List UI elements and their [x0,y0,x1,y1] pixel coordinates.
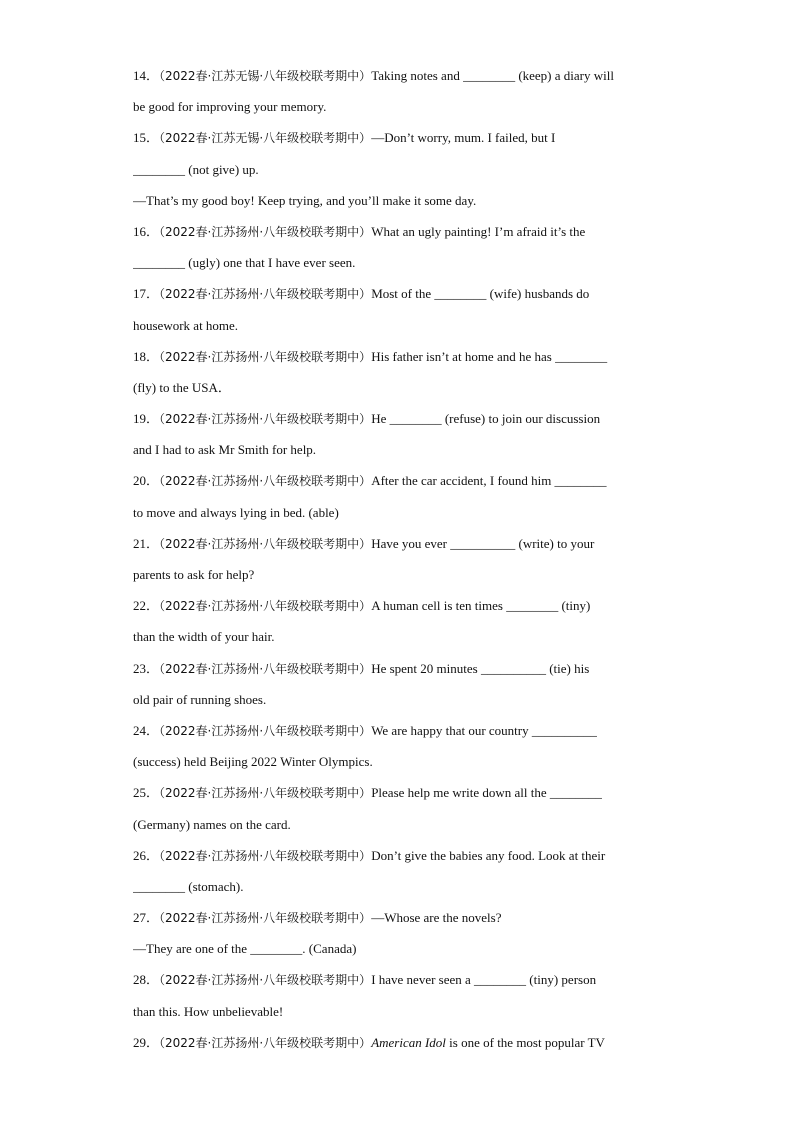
question-text: American Idol [371,1034,446,1050]
question-line [133,590,663,621]
question-number: 21． [133,535,160,551]
question-text: (success) held Beijing 2022 Winter Olympics. [133,754,373,770]
question-continuation-line [133,372,663,403]
question-text: His father isn’t at home and he has ________ [371,348,608,364]
question-text: housework at home. [133,317,239,333]
question-text: Please help me write down all the ________ [371,785,602,801]
question-continuation-line [133,91,663,122]
question-continuation-line [133,154,663,185]
question-number: 27． [133,910,160,926]
question-source: （2022春·江苏扬州·八年级校联考期中） [159,723,372,738]
question-text: A human cell is ten times ________ (tiny) [371,598,591,614]
question-source: （2022春·江苏扬州·八年级校联考期中） [159,536,372,551]
worksheet-page [133,60,663,1058]
question-line [133,278,663,309]
question-text: ________ (not give) up. [133,161,259,177]
question-number: 22． [133,598,160,614]
question-text: and I had to ask Mr Smith for help. [133,442,317,458]
question-source: （2022春·江苏扬州·八年级校联考期中） [159,911,372,926]
question-text: Have you ever __________ (write) to your [371,535,595,551]
question-text: —Don’t worry, mum. I failed, but I [371,130,556,146]
question-line [133,902,663,933]
question-continuation-line [133,310,663,341]
question-continuation-line [133,185,663,216]
question-continuation-line [133,933,663,964]
question-continuation-line [133,996,663,1027]
question-text: Taking notes and ________ (keep) a diary will [371,68,614,83]
question-source: （2022春·江苏扬州·八年级校联考期中） [159,224,372,239]
question-number: 23． [133,660,160,676]
question-source: （2022春·江苏扬州·八年级校联考期中） [159,599,372,614]
question-number: 18． [133,348,160,364]
question-number: 17． [133,286,160,302]
question-source: （2022春·江苏扬州·八年级校联考期中） [159,661,372,676]
question-text: —They are one of the ________. (Canada) [133,941,357,957]
question-text: to move and always lying in bed. (able) [133,504,339,520]
question-text: He spent 20 minutes __________ (tie) his [371,660,590,676]
question-continuation-line [133,871,663,902]
question-text: After the car accident, I found him ________ [371,473,607,489]
question-text: —Whose are the novels? [371,910,502,926]
question-source: （2022春·江苏扬州·八年级校联考期中） [159,474,372,489]
question-source: （2022春·江苏扬州·八年级校联考期中） [159,848,372,863]
question-text: parents to ask for help? [133,567,255,582]
question-number: 16． [133,223,160,239]
question-number: 28． [133,972,160,988]
question-source: （2022春·江苏扬州·八年级校联考期中） [159,1035,372,1050]
question-text: is one of the most popular TV [445,1034,605,1050]
question-continuation-line [133,809,663,840]
question-number: 29． [133,1034,160,1050]
question-line [133,715,663,746]
question-text: (Germany) names on the card. [133,816,291,832]
question-line [133,777,663,808]
question-continuation-line [133,247,663,278]
question-number: 19． [133,411,160,427]
question-number: 24． [133,722,160,738]
question-line [133,1027,663,1058]
question-continuation-line [133,559,663,590]
question-source: （2022春·江苏扬州·八年级校联考期中） [159,349,372,364]
question-line [133,60,663,91]
question-number: 14． [133,68,160,83]
question-text: than this. How unbelievable! [133,1003,284,1019]
question-continuation-line [133,434,663,465]
question-line [133,403,663,434]
question-line [133,964,663,995]
question-source: （2022春·江苏扬州·八年级校联考期中） [159,412,372,427]
question-source: （2022春·江苏扬州·八年级校联考期中） [159,973,372,988]
question-continuation-line [133,684,663,715]
question-text: (fly) to the USA． [133,379,231,395]
question-source: （2022春·江苏扬州·八年级校联考期中） [159,786,372,801]
question-text: I have never seen a ________ (tiny) person [371,972,597,988]
question-number: 20． [133,473,160,489]
question-continuation-line [133,497,663,528]
question-text: old pair of running shoes. [133,691,267,707]
question-source: （2022春·江苏无锡·八年级校联考期中） [159,69,372,83]
question-text: —That’s my good boy! Keep trying, and you’ll make it some day. [133,192,477,208]
question-source: （2022春·江苏无锡·八年级校联考期中） [159,131,372,146]
question-number: 26． [133,847,160,863]
question-continuation-line [133,746,663,777]
question-text: He ________ (refuse) to join our discussion [371,411,601,427]
question-text: Don’t give the babies any food. Look at their [371,847,606,863]
question-line [133,122,663,153]
question-text: Most of the ________ (wife) husbands do [371,286,590,302]
question-source: （2022春·江苏扬州·八年级校联考期中） [159,287,372,302]
question-line [133,465,663,496]
question-line [133,216,663,247]
question-number: 15． [133,130,160,146]
question-text: than the width of your hair. [133,629,275,645]
question-line [133,341,663,372]
question-text: What an ugly painting! I’m afraid it’s the [371,223,586,239]
question-number: 25． [133,785,160,801]
question-text: We are happy that our country __________ [371,722,597,738]
question-line [133,840,663,871]
question-line [133,653,663,684]
question-continuation-line [133,621,663,652]
question-text: ________ (ugly) one that I have ever seen. [133,255,356,271]
question-line [133,528,663,559]
question-text: be good for improving your memory. [133,99,327,115]
question-text: ________ (stomach). [133,878,244,894]
